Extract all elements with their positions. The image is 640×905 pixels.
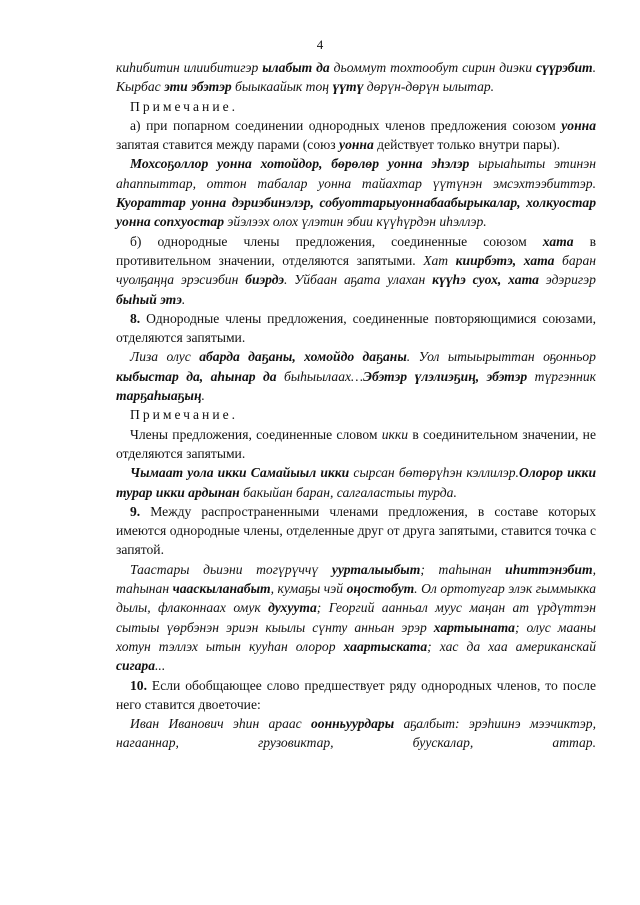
paragraph [116,676,596,715]
paragraph [116,714,596,753]
bold-text: хартыыната [433,619,515,635]
bold-text: 10. [130,677,147,693]
text-run: дөрүн-дөрүн ылытар. [363,79,495,95]
text-run: дьоммут тохтообут сирин диэки [329,60,536,75]
bold-text: быһый этэ [116,291,182,307]
paragraph [116,463,596,502]
bold-text: сигара [116,658,156,674]
text-run: Примечание. [130,407,239,423]
paragraph [116,425,596,464]
bold-text: тарҕаһыаҕың [116,388,202,404]
text-run: икки [381,426,409,442]
paragraph [116,58,596,97]
document-body [116,58,596,753]
paragraph [116,560,596,676]
bold-text: оңостобут [346,581,415,597]
bold-text: Эбэтэр үлэлиэҕиң, эбэтэр [363,368,528,384]
paragraph [116,405,596,424]
text-run: ; хас да хаа американскай [427,638,596,654]
bold-text: сүүрэбит [535,60,593,75]
text-run: . Уол ытыырыттан оҕонньор [406,349,596,365]
text-run: баран чуолҕаңңа эрэсиэбин [116,252,596,288]
bold-text: иһиттэнэбит [505,561,593,577]
text-run: ; таһынан [420,561,506,577]
paragraph [116,116,596,155]
text-run: Однородные члены предложения, соединенные повторяющимися союзами, отделяются запятыми. [116,310,596,346]
bold-text: Олорор икки турар икки ардынан [116,465,597,500]
bold-text: киирбэтэ, хата [455,252,555,268]
text-run: Если обобщающее слово предшествует ряду однородных членов, то после него ставится двоеточие: [116,677,596,712]
text-run: Таастары дьиэни тогүрүччү [130,561,332,577]
bold-text: хата [542,233,574,249]
paragraph [116,154,596,231]
bold-text: духуута [268,600,317,616]
text-run: , таһынан [116,561,596,597]
bold-text: абарда даҕаны, хомойдо даҕаны [199,349,407,365]
bold-text: эти эбэтэр [164,79,232,95]
paragraph [116,309,596,348]
bold-text: уурталыыбыт [331,561,421,577]
text-run: . [181,291,186,307]
paragraph [116,347,596,405]
text-run: Члены предложения, соединенные словом [130,426,382,442]
text-run: ; Георгий аанньал муус маңан ат үрдүттэн сытыы үөрбэнэн эриэн кыылы сүнту анньан эрэр [116,600,596,635]
bold-text: Мохсоҕоллор уонна хотойдор, бөрөлөр уонна эһэлэр [130,156,470,172]
text-run: . Кырбас [116,60,597,95]
text-run: . Ол ортотугар элэк гыммыкка дылы, флаконнаах омук [116,581,596,616]
text-run: действует только внутри пары). [373,137,561,153]
bold-text: уонна [561,117,596,133]
bold-text: чааскыланабыт [172,581,271,597]
text-run: Примечание. [130,98,239,114]
text-run: Иван Иванович эһин араас [130,716,311,732]
text-run: ... [155,658,166,674]
page-number: 4 [316,37,324,52]
text-run: ырыаһыты этинэн аһаппыттар, оттон табалар уонна тайахтар үүтүнэн эмсэхтээбиттэр. [116,156,597,191]
text-run: бакыйан баран, салгаластыы турда. [239,484,457,500]
text-run: киһибитин илиибитигэр [116,60,263,75]
text-run: быыкаайык тоң [231,79,333,95]
bold-text: хаартыската [343,638,428,654]
text-run: в противительном значении, отделяются запятыми. [116,233,596,268]
text-run: аҕалбыт: эрэһиинэ мээчиктэр, нагааннар, грузовиктар, буускалар, аттар. [116,716,596,751]
bold-text: үүтү [332,79,364,95]
text-run: сырсан бөтөрүһэн кэллилэр. [349,465,519,481]
bold-text: күүһэ суох, хата [432,272,539,288]
text-run: Хат [423,252,456,268]
text-run: . [201,388,205,404]
text-run: в соединительном значении, не отделяются запятыми. [116,426,596,461]
bold-text: 9. [130,503,141,519]
text-run: ; олус мааны хотун тэллэх ытын кууһан олорор [116,619,596,654]
bold-text: уонна [339,137,374,153]
text-run: эдэригэр [538,272,596,288]
text-run: эйэлээх олох үлэтин эбии күүһүрдэн иһэллэр. [224,214,487,230]
text-run: , кумаҕы чэй [270,581,347,597]
paragraph [116,502,596,560]
bold-text: Чымаат уола икки Самайыыл икки [130,465,350,481]
text-run: Лиза олус [130,349,200,365]
text-run: а) при попарном соединении однородных членов предложения союзом [130,117,562,133]
text-run: Между распространенными членами предложения, в составе которых имеются однородные члены, отделенные друг от друга запятыми, ставится точка с запятой. [116,503,596,558]
text-run: быһыылаах… [276,368,364,384]
text-run: запятая ставится между парами (союз [116,137,340,153]
text-run: б) однородные члены предложения, соединенные союзом [130,233,543,249]
bold-text: ылабыт да [262,60,330,75]
bold-text: биэрдэ [245,272,284,288]
text-run: . Уйбаан аҕата улахан [283,272,433,288]
paragraph [116,232,596,309]
paragraph [116,97,596,116]
text-run: түргэнник [527,368,597,384]
bold-text: Куораттар уонна дэриэбинэлэр, собуоттарыуоннабаабырыкалар, холкуостар уонна сопхуостар [116,195,596,230]
bold-text: 8. [130,310,141,326]
bold-text: оонньуурдары [310,716,395,732]
bold-text: кыбыстар да, аһынар да [116,368,277,384]
